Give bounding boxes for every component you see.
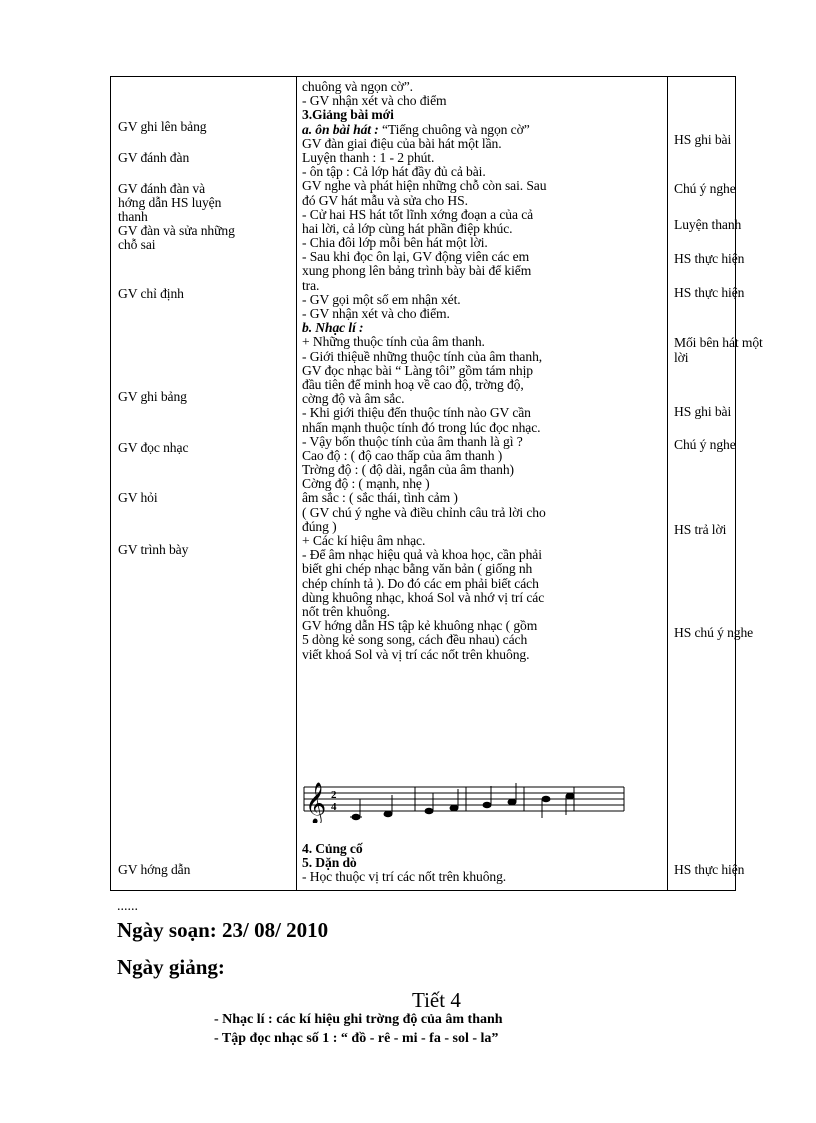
content-line: tra. <box>302 277 320 293</box>
content-line: GV đàn giai điệu của bài hát một lần. <box>302 135 502 151</box>
content-line: - GV gọi một số em nhận xét. <box>302 291 461 307</box>
teacher-activity: GV ghi lên bảng <box>118 119 207 134</box>
content-line: biết ghi chép nhạc bằng văn bản ( giống nh <box>302 561 533 577</box>
content-line: GV nghe và phát hiện những chỗ còn sai. Sau <box>302 178 547 194</box>
content-line: nhấn mạnh thuộc tính đó trong lúc đọc nhạc. <box>302 419 541 435</box>
content-line: xung phong lên bảng trình bày bài để kiểm <box>302 263 532 279</box>
student-activity: HS ghi bài <box>674 404 732 419</box>
content-line: - Giới thiệuề những thuộc tính của âm thanh, <box>302 348 543 364</box>
note-sol <box>483 802 491 808</box>
content-line: - Chia đôi lớp mỗi bên hát một lời. <box>302 235 488 251</box>
content-line: viết khoá Sol và vị trí các nốt trên khuông. <box>302 646 530 662</box>
content-line: 5 dòng kẻ song song, cách đều nhau) cách <box>302 632 528 648</box>
content-line: đó GV hát mẫu và sửa cho HS. <box>302 192 468 208</box>
subheading-b: b. Nhạc lí : <box>302 320 364 336</box>
content-line: hai lời, cả lớp cùng hát phần điệp khúc. <box>302 220 513 236</box>
music-staff <box>302 773 632 823</box>
subheading-a: a. ôn bài hát : <box>302 121 379 137</box>
content-line: - Vậy bốn thuộc tính của âm thanh là gì ? <box>302 433 523 449</box>
content-line: cờng độ và âm sắc. <box>302 391 405 407</box>
note-la <box>508 799 516 805</box>
content-line: + Các kí hiệu âm nhạc. <box>302 533 426 548</box>
content-line: - GV nhận xét và cho điểm. <box>302 306 450 321</box>
student-activity: HS thực hiện <box>674 285 745 300</box>
time-signature-bottom: 4 <box>331 801 337 813</box>
lesson-table <box>110 76 763 891</box>
column-divider-2 <box>667 77 668 890</box>
student-activity: Chú ý nghe <box>674 181 736 196</box>
content-line: - Sau khi đọc ôn lại, GV động viên các em <box>302 249 530 265</box>
content-line: Cao độ : ( độ cao thấp của âm thanh ) <box>302 447 503 463</box>
prep-date: Ngày soạn: 23/ 08/ 2010 <box>117 918 329 942</box>
content-line: - Cử hai HS hát tốt lĩnh xớng đoạn a của cả <box>302 206 534 222</box>
teacher-activity: GV đánh đàn <box>118 150 190 165</box>
content-line: Luyện thanh : 1 - 2 phút. <box>302 149 435 165</box>
content-line: chuông và ngọn cờ”. <box>302 79 413 94</box>
song-title: “Tiếng chuông và ngọn cờ” <box>378 121 530 137</box>
student-activity: Mối bên hát một <box>674 335 763 350</box>
ellipsis: ...... <box>117 899 138 914</box>
teacher-activity: GV đàn và sửa những <box>118 223 235 238</box>
content-line: đầu tiên để minh hoạ về cao độ, trờng độ, <box>302 376 524 392</box>
content-line: dùng khuông nhạc, khoá Sol và nhớ vị trí các <box>302 589 545 605</box>
content-line: GV hớng dẫn HS tập kẻ khuông nhạc ( gồm <box>302 618 538 634</box>
closing-content <box>302 842 506 885</box>
student-activity: HS ghi bài <box>674 132 732 147</box>
content-line: GV đọc nhạc bài “ Làng tôi” gồm tám nhịp <box>302 362 533 378</box>
note-re <box>384 811 392 817</box>
teacher-activity: GV đánh đàn và <box>118 181 206 196</box>
treble-clef-icon: 𝄞 <box>305 783 327 823</box>
teacher-activity: GV chỉ định <box>118 286 184 301</box>
lesson-content-column <box>302 80 546 662</box>
column-divider-1 <box>296 77 297 890</box>
student-activity: HS thực hiện <box>674 251 745 266</box>
time-signature-top: 2 <box>331 789 337 801</box>
teacher-activity: chỗ sai <box>118 237 156 252</box>
content-line: - Khi giới thiệu đến thuộc tính nào GV cần <box>302 405 531 421</box>
note-si <box>542 796 550 802</box>
lesson-topic-1: - Nhạc lí : các kí hiệu ghi trờng độ của âm thanh <box>214 1012 503 1027</box>
student-activity: HS chú ý nghe <box>674 625 754 640</box>
content-line: - Để âm nhạc hiệu quả và khoa học, cần phải <box>302 547 542 563</box>
teacher-activity: GV ghi bảng <box>118 389 187 404</box>
teacher-activity: GV đọc nhạc <box>118 440 189 455</box>
note-do-high <box>566 793 574 799</box>
section-heading-3: 3.Giảng bài mới <box>302 107 394 123</box>
note-mi <box>425 808 433 814</box>
student-activity: lời <box>674 350 689 365</box>
content-line: - Học thuộc vị trí các nốt trên khuông. <box>302 869 507 885</box>
teacher-activity: GV hỏi <box>118 490 158 505</box>
content-line: Cờng độ : ( mạnh, nhẹ ) <box>302 476 430 492</box>
content-line: Trờng độ : ( độ dài, ngắn của âm thanh) <box>302 462 514 478</box>
content-line: - ôn tập : Cả lớp hát đầy đủ cả bài. <box>302 164 486 180</box>
content-line: âm sắc : ( sắc thái, tình cảm ) <box>302 490 458 506</box>
content-line <box>302 123 546 137</box>
content-line: đúng ) <box>302 518 337 534</box>
lesson-topic-2: - Tập đọc nhạc số 1 : “ đồ - rê - mi - fa - sol - la” <box>214 1031 499 1046</box>
student-activity: HS thực hiện <box>674 862 745 877</box>
lesson-number: Tiết 4 <box>412 988 461 1012</box>
note-fa <box>450 805 458 811</box>
section-heading-4: 4. Củng cố <box>302 841 363 856</box>
content-line: ( GV chú ý nghe và điều chỉnh câu trả lời cho <box>302 504 546 520</box>
content-line: chép chính tả ). Do đó các em phải biết cách <box>302 575 539 591</box>
teacher-activity: hớng dẫn HS luyện <box>118 195 222 210</box>
teacher-activity: GV hớng dẫn <box>118 862 191 877</box>
content-line: - GV nhận xét và cho điểm <box>302 93 447 109</box>
teacher-activity: thanh <box>118 209 148 224</box>
student-activity: Chú ý nghe <box>674 437 736 452</box>
content-line: + Những thuộc tính của âm thanh. <box>302 334 485 350</box>
student-activity: HS trả lời <box>674 522 727 537</box>
section-heading-5: 5. Dặn dò <box>302 855 357 871</box>
teach-date: Ngày giảng: <box>117 955 225 979</box>
teacher-activity: GV trình bày <box>118 542 189 557</box>
content-line: nốt trên khuông. <box>302 603 390 619</box>
student-activity: Luyện thanh <box>674 217 742 232</box>
